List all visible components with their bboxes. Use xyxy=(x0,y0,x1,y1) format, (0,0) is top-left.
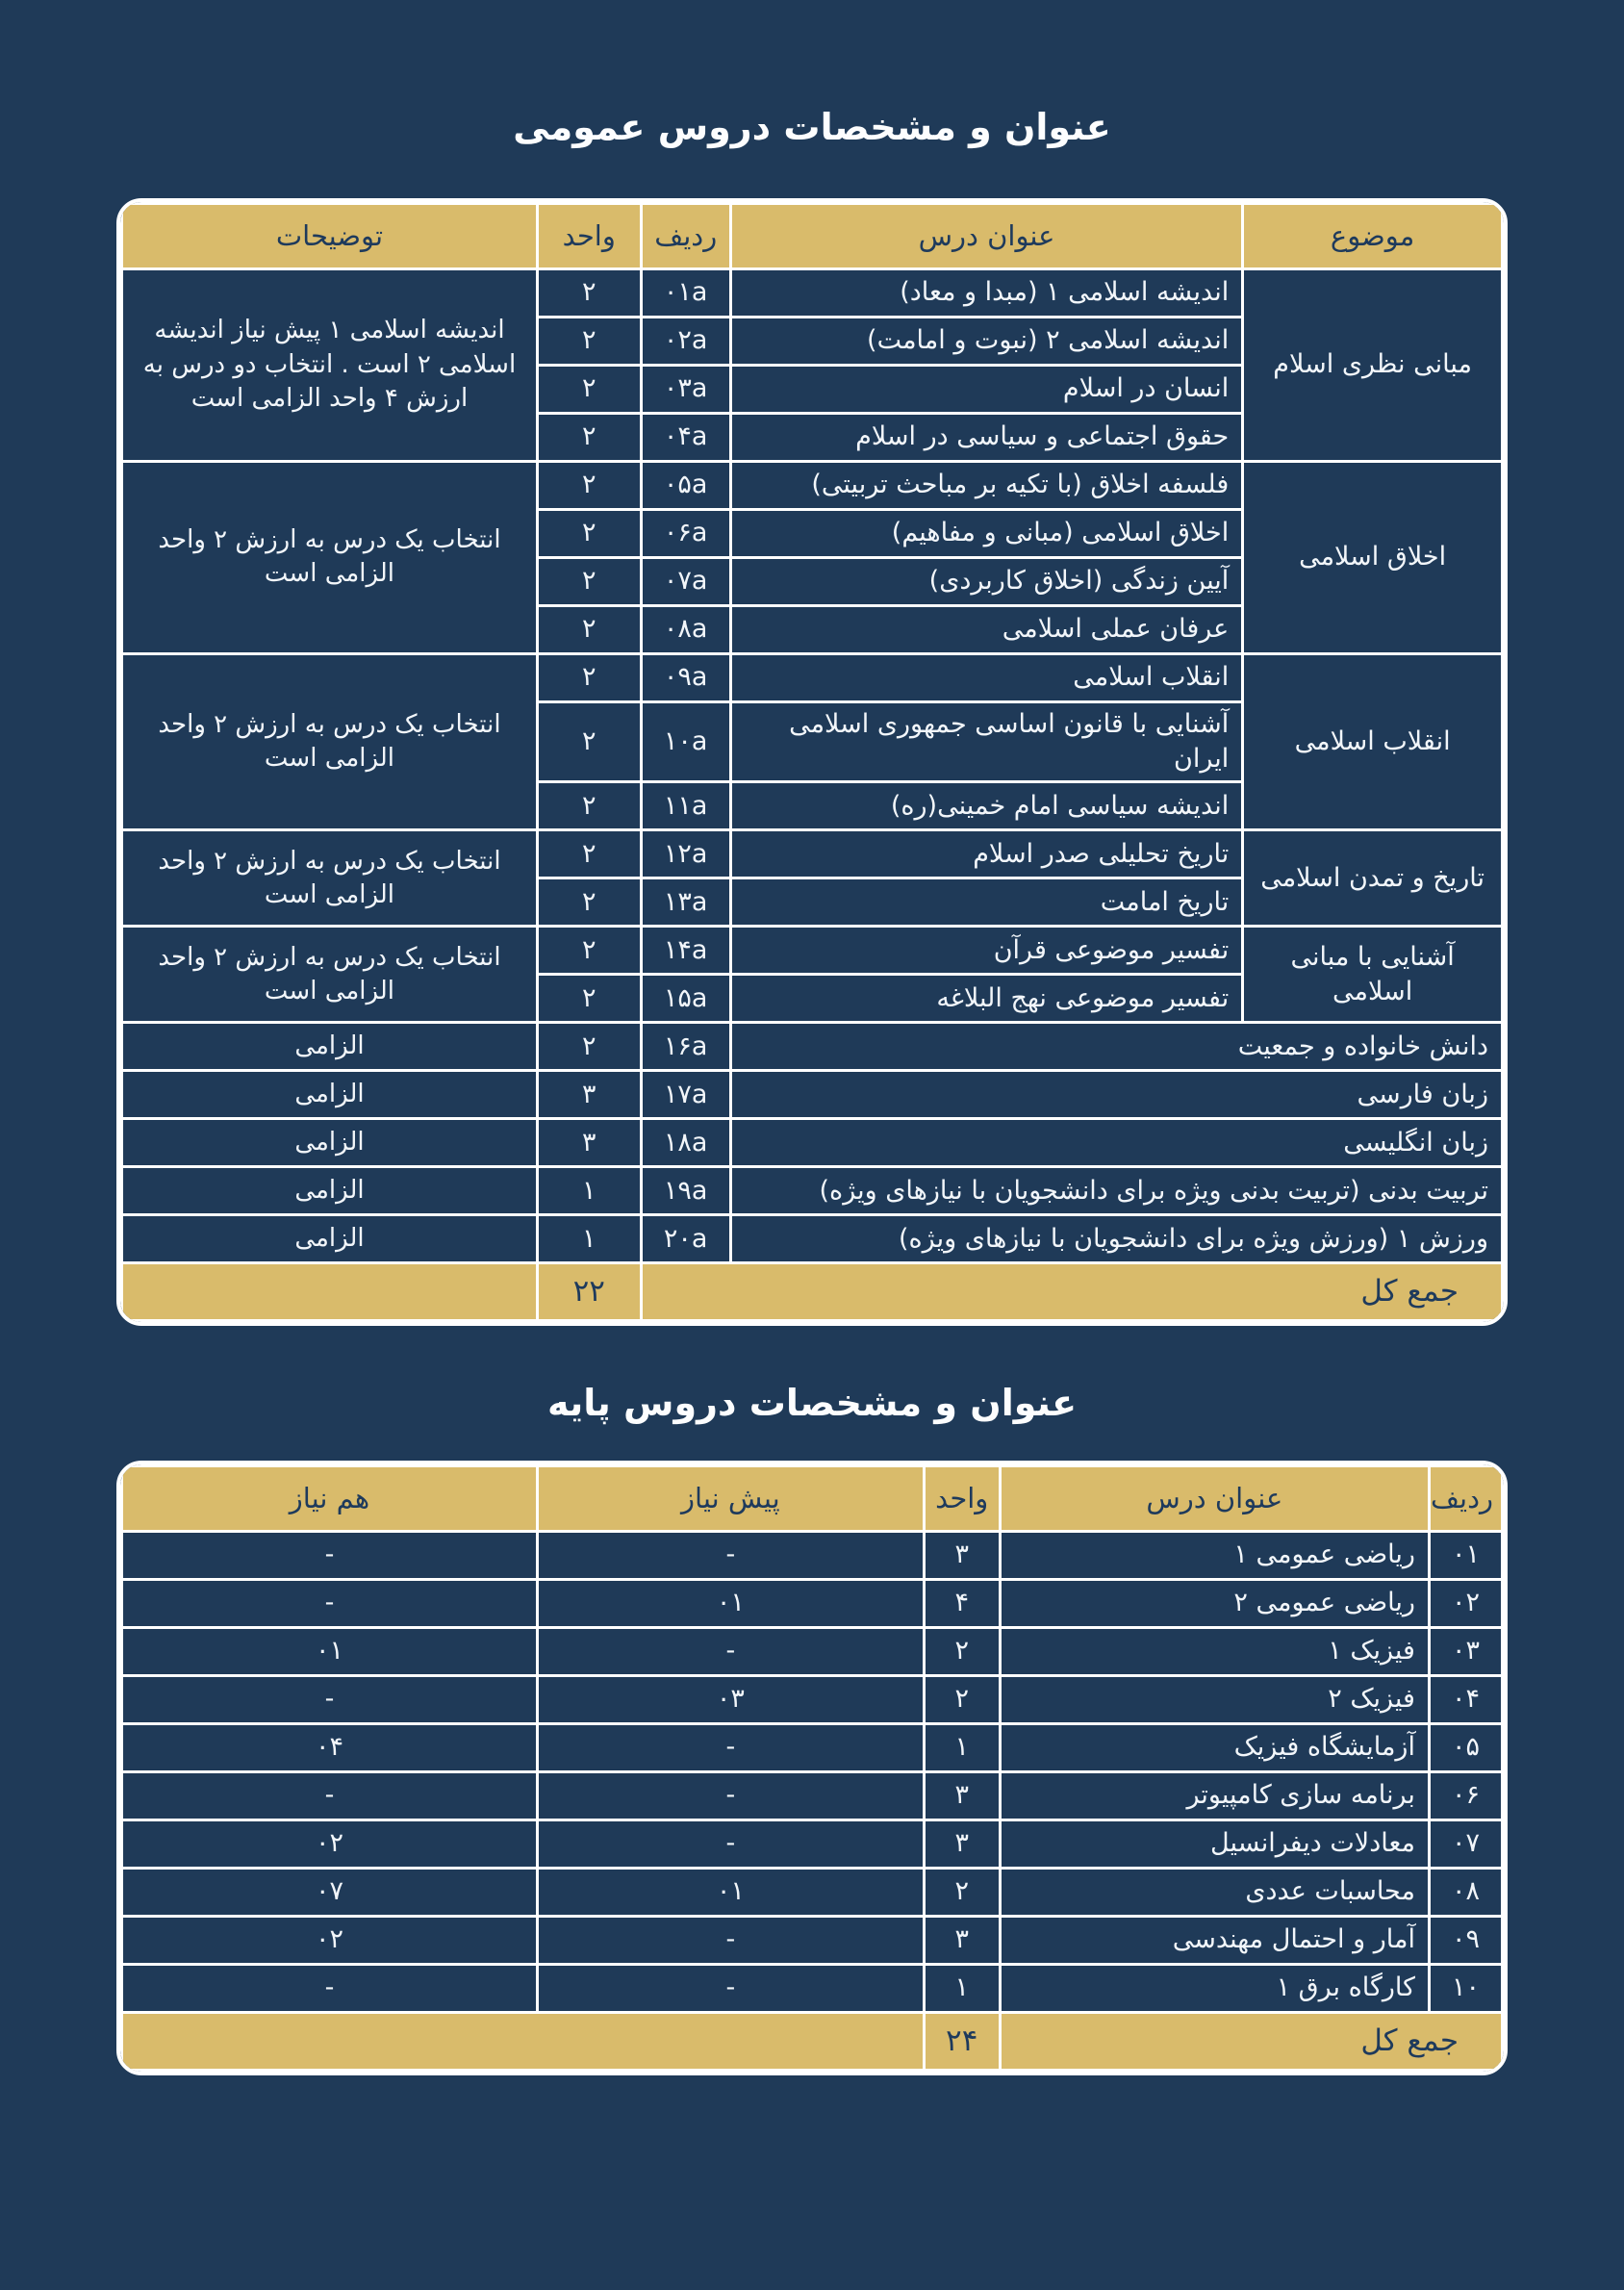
total-empty-cell xyxy=(122,1263,538,1321)
row-id-cell: ۰۳a xyxy=(641,365,730,413)
units-cell: ۱ xyxy=(537,1167,641,1215)
notes-cell: انتخاب یک درس به ارزش ۲ واحد الزامی است xyxy=(122,461,538,653)
notes-cell: الزامی xyxy=(122,1119,538,1167)
row-id-cell: ۰۹ xyxy=(1429,1917,1502,1965)
course-cell: تفسیر موضوعی نهج البلاغه xyxy=(730,975,1242,1023)
units-cell: ۲ xyxy=(537,557,641,605)
row-id-cell: ۰۱a xyxy=(641,268,730,317)
basic-header-row xyxy=(122,1466,1503,1532)
general-header-notes: توضیحات xyxy=(122,203,538,268)
general-total-row xyxy=(122,1263,1503,1321)
prereq-cell: ۰۳ xyxy=(537,1676,924,1724)
units-cell: ۲ xyxy=(537,975,641,1023)
units-cell: ۲ xyxy=(537,365,641,413)
row-id-cell: ۰۶a xyxy=(641,509,730,557)
table-row xyxy=(122,1215,1503,1263)
general-header-row xyxy=(122,203,1503,268)
prereq-cell: - xyxy=(537,1724,924,1772)
basic-header-prereq: پیش نیاز xyxy=(537,1466,924,1532)
units-cell: ۲ xyxy=(537,782,641,830)
total-units: ۲۴ xyxy=(924,2013,1000,2071)
basic-header-coreq: هم نیاز xyxy=(122,1466,538,1532)
row-id-cell: ۰۷a xyxy=(641,557,730,605)
subject-cell: مبانی نظری اسلام xyxy=(1243,268,1503,461)
coreq-cell: - xyxy=(122,1532,538,1580)
units-cell: ۲ xyxy=(537,461,641,509)
course-cell: تفسیر موضوعی قرآن xyxy=(730,927,1242,975)
general-courses-title: عنوان و مشخصات دروس عمومی xyxy=(513,106,1111,148)
course-cell: فلسفه اخلاق (با تکیه بر مباحث تربیتی) xyxy=(730,461,1242,509)
row-id-cell: ۱۶a xyxy=(641,1023,730,1071)
row-id-cell: ۰۹a xyxy=(641,653,730,701)
units-cell: ۲ xyxy=(537,701,641,782)
table-row xyxy=(122,1676,1503,1724)
row-id-cell: ۱۸a xyxy=(641,1119,730,1167)
course-cell: ریاضی عمومی ۱ xyxy=(1000,1532,1429,1580)
units-cell: ۲ xyxy=(537,605,641,653)
notes-cell: الزامی xyxy=(122,1215,538,1263)
course-cell: انسان در اسلام xyxy=(730,365,1242,413)
table-row xyxy=(122,1532,1503,1580)
table-row xyxy=(122,1119,1503,1167)
units-cell: ۲ xyxy=(537,878,641,927)
prereq-cell: - xyxy=(537,1772,924,1820)
course-cell: فیزیک ۱ xyxy=(1000,1628,1429,1676)
units-cell: ۳ xyxy=(924,1820,1000,1869)
coreq-cell: - xyxy=(122,1772,538,1820)
coreq-cell: ۰۷ xyxy=(122,1869,538,1917)
coreq-cell: ۰۴ xyxy=(122,1724,538,1772)
row-id-cell: ۰۴ xyxy=(1429,1676,1502,1724)
basic-header-row-number: ردیف xyxy=(1429,1466,1502,1532)
subject-cell: اخلاق اسلامی xyxy=(1243,461,1503,653)
row-id-cell: ۲۰a xyxy=(641,1215,730,1263)
row-id-cell: ۱۵a xyxy=(641,975,730,1023)
course-cell: معادلات دیفرانسیل xyxy=(1000,1820,1429,1869)
row-id-cell: ۱۴a xyxy=(641,927,730,975)
course-cell: دانش خانواده و جمعیت xyxy=(730,1023,1502,1071)
course-cell: زبان فارسی xyxy=(730,1071,1502,1119)
table-row xyxy=(122,1965,1503,2013)
total-label: جمع کل xyxy=(1000,2013,1502,2071)
row-id-cell: ۰۶ xyxy=(1429,1772,1502,1820)
prereq-cell: - xyxy=(537,1917,924,1965)
row-id-cell: ۱۲a xyxy=(641,830,730,878)
basic-table xyxy=(120,1464,1504,2072)
row-id-cell: ۰۷ xyxy=(1429,1820,1502,1869)
course-cell: اندیشه سیاسی امام خمینی(ره) xyxy=(730,782,1242,830)
row-id-cell: ۱۰ xyxy=(1429,1965,1502,2013)
table-row xyxy=(122,1023,1503,1071)
table-row xyxy=(122,1820,1503,1869)
general-header-units: واحد xyxy=(537,203,641,268)
table-row xyxy=(122,1071,1503,1119)
units-cell: ۲ xyxy=(537,413,641,461)
prereq-cell: ۰۱ xyxy=(537,1869,924,1917)
row-id-cell: ۰۱ xyxy=(1429,1532,1502,1580)
table-row xyxy=(122,1869,1503,1917)
units-cell: ۱ xyxy=(924,1724,1000,1772)
basic-courses-table xyxy=(116,1461,1508,2075)
table-row xyxy=(122,830,1503,878)
basic-header-units: واحد xyxy=(924,1466,1000,1532)
basic-header-course: عنوان درس xyxy=(1000,1466,1429,1532)
coreq-cell: ۰۲ xyxy=(122,1917,538,1965)
total-units: ۲۲ xyxy=(537,1263,641,1321)
prereq-cell: - xyxy=(537,1820,924,1869)
row-id-cell: ۰۸ xyxy=(1429,1869,1502,1917)
coreq-cell: ۰۲ xyxy=(122,1820,538,1869)
units-cell: ۱ xyxy=(924,1965,1000,2013)
table-row xyxy=(122,461,1503,509)
general-header-subject: موضوع xyxy=(1243,203,1503,268)
table-row xyxy=(122,1772,1503,1820)
course-cell: عرفان عملی اسلامی xyxy=(730,605,1242,653)
units-cell: ۳ xyxy=(924,1532,1000,1580)
prereq-cell: - xyxy=(537,1532,924,1580)
coreq-cell: ۰۱ xyxy=(122,1628,538,1676)
row-id-cell: ۱۱a xyxy=(641,782,730,830)
row-id-cell: ۰۸a xyxy=(641,605,730,653)
notes-cell: انتخاب یک درس به ارزش ۲ واحد الزامی است xyxy=(122,927,538,1023)
course-cell: محاسبات عددی xyxy=(1000,1869,1429,1917)
coreq-cell: - xyxy=(122,1676,538,1724)
course-cell: تاریخ امامت xyxy=(730,878,1242,927)
total-label: جمع کل xyxy=(641,1263,1502,1321)
course-cell: تربیت بدنی (تربیت بدنی ویژه برای دانشجویان با نیازهای ویژه) xyxy=(730,1167,1502,1215)
table-row xyxy=(122,1724,1503,1772)
general-header-course: عنوان درس xyxy=(730,203,1242,268)
general-table xyxy=(120,202,1504,1323)
table-row xyxy=(122,268,1503,317)
units-cell: ۲ xyxy=(537,268,641,317)
notes-cell: الزامی xyxy=(122,1023,538,1071)
table-row xyxy=(122,1167,1503,1215)
subject-cell: آشنایی با مبانی اسلامی xyxy=(1243,927,1503,1023)
coreq-cell: - xyxy=(122,1965,538,2013)
units-cell: ۲ xyxy=(537,830,641,878)
notes-cell: انتخاب یک درس به ارزش ۲ واحد الزامی است xyxy=(122,830,538,927)
basic-courses-title: عنوان و مشخصات دروس پایه xyxy=(546,1382,1078,1425)
row-id-cell: ۱۳a xyxy=(641,878,730,927)
course-cell: آزمایشگاه فیزیک xyxy=(1000,1724,1429,1772)
coreq-cell: - xyxy=(122,1580,538,1628)
course-cell: آمار و احتمال مهندسی xyxy=(1000,1917,1429,1965)
table-row xyxy=(122,1628,1503,1676)
table-row xyxy=(122,1580,1503,1628)
row-id-cell: ۰۵a xyxy=(641,461,730,509)
course-cell: آیین زندگی (اخلاق کاربردی) xyxy=(730,557,1242,605)
course-cell: فیزیک ۲ xyxy=(1000,1676,1429,1724)
prereq-cell: - xyxy=(537,1965,924,2013)
table-row xyxy=(122,1917,1503,1965)
row-id-cell: ۰۲ xyxy=(1429,1580,1502,1628)
notes-cell: الزامی xyxy=(122,1167,538,1215)
course-cell: انقلاب اسلامی xyxy=(730,653,1242,701)
row-id-cell: ۱۰a xyxy=(641,701,730,782)
units-cell: ۲ xyxy=(537,1023,641,1071)
course-cell: برنامه سازی کامپیوتر xyxy=(1000,1772,1429,1820)
course-cell: ورزش ۱ (ورزش ویژه برای دانشجویان با نیازهای ویژه) xyxy=(730,1215,1502,1263)
row-id-cell: ۱۹a xyxy=(641,1167,730,1215)
notes-cell: انتخاب یک درس به ارزش ۲ واحد الزامی است xyxy=(122,653,538,830)
units-cell: ۳ xyxy=(924,1772,1000,1820)
units-cell: ۲ xyxy=(924,1628,1000,1676)
row-id-cell: ۰۴a xyxy=(641,413,730,461)
notes-cell: الزامی xyxy=(122,1071,538,1119)
table-row xyxy=(122,653,1503,701)
row-id-cell: ۰۳ xyxy=(1429,1628,1502,1676)
units-cell: ۲ xyxy=(924,1869,1000,1917)
units-cell: ۲ xyxy=(537,927,641,975)
units-cell: ۱ xyxy=(537,1215,641,1263)
course-cell: اخلاق اسلامی (مبانی و مفاهیم) xyxy=(730,509,1242,557)
basic-total-row xyxy=(122,2013,1503,2071)
row-id-cell: ۰۵ xyxy=(1429,1724,1502,1772)
prereq-cell: ۰۱ xyxy=(537,1580,924,1628)
course-cell: آشنایی با قانون اساسی جمهوری اسلامی ایران xyxy=(730,701,1242,782)
units-cell: ۳ xyxy=(537,1071,641,1119)
units-cell: ۲ xyxy=(924,1676,1000,1724)
units-cell: ۲ xyxy=(537,653,641,701)
general-header-row-number: ردیف xyxy=(641,203,730,268)
course-cell: حقوق اجتماعی و سیاسی در اسلام xyxy=(730,413,1242,461)
units-cell: ۳ xyxy=(537,1119,641,1167)
row-id-cell: ۱۷a xyxy=(641,1071,730,1119)
course-cell: تاریخ تحلیلی صدر اسلام xyxy=(730,830,1242,878)
units-cell: ۲ xyxy=(537,317,641,365)
course-cell: زبان انگلیسی xyxy=(730,1119,1502,1167)
course-cell: اندیشه اسلامی ۱ (مبدا و معاد) xyxy=(730,268,1242,317)
units-cell: ۴ xyxy=(924,1580,1000,1628)
notes-cell: اندیشه اسلامی ۱ پیش نیاز اندیشه اسلامی ۲ است . انتخاب دو درس به ارزش ۴ واحد الزامی است xyxy=(122,268,538,461)
subject-cell: انقلاب اسلامی xyxy=(1243,653,1503,830)
subject-cell: تاریخ و تمدن اسلامی xyxy=(1243,830,1503,927)
total-empty-cell xyxy=(122,2013,925,2071)
table-row xyxy=(122,927,1503,975)
row-id-cell: ۰۲a xyxy=(641,317,730,365)
prereq-cell: - xyxy=(537,1628,924,1676)
course-cell: کارگاه برق ۱ xyxy=(1000,1965,1429,2013)
general-courses-table xyxy=(116,198,1508,1327)
course-cell: اندیشه اسلامی ۲ (نبوت و امامت) xyxy=(730,317,1242,365)
units-cell: ۲ xyxy=(537,509,641,557)
units-cell: ۳ xyxy=(924,1917,1000,1965)
course-cell: ریاضی عمومی ۲ xyxy=(1000,1580,1429,1628)
